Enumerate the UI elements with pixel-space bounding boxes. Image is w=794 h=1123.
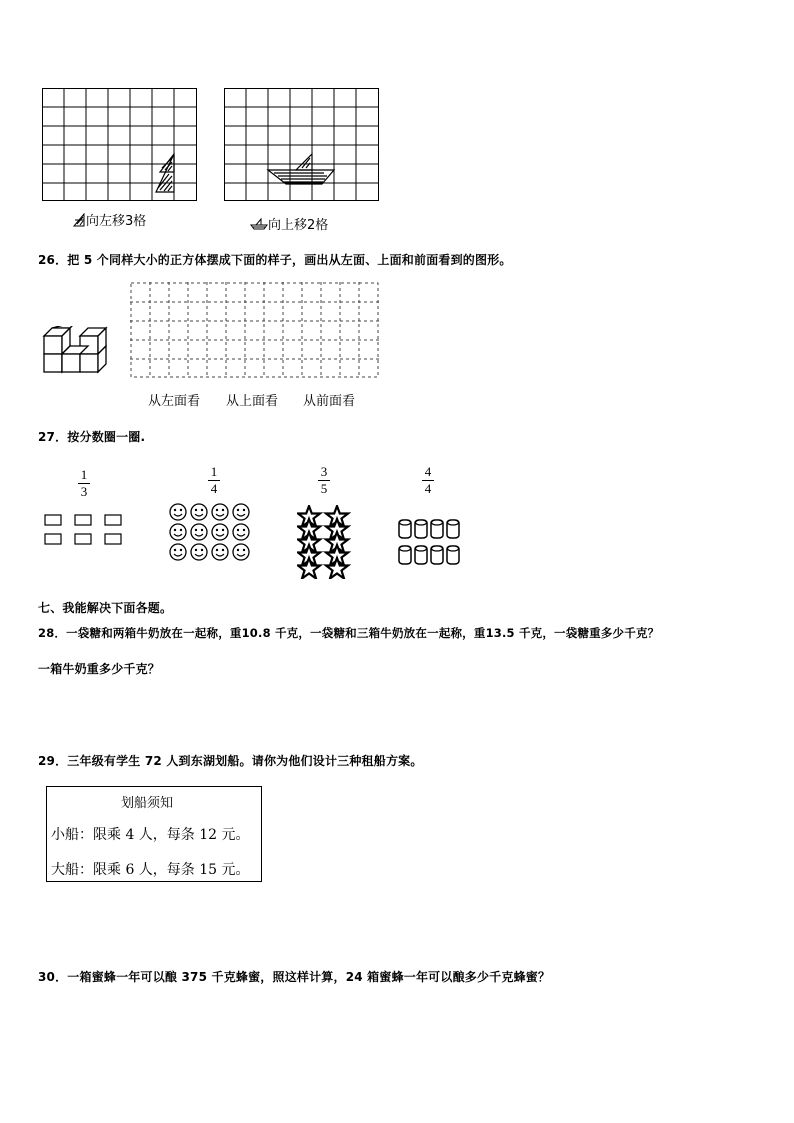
flag-shape xyxy=(156,154,174,192)
flag-icon xyxy=(72,213,86,231)
left-move-text: 向左移3格 xyxy=(86,214,147,229)
notice-large-boat: 大船：限乘 6 人，每条 15 元。 xyxy=(51,862,250,878)
q28-line1: 28．一袋糖和两箱牛奶放在一起称，重10.8 千克，一袋糖和三箱牛奶放在一起称，重13.5 千克，一袋糖重多少千克？ xyxy=(38,626,660,640)
q29-text: 29．三年级有学生 72 人到东湖划船。请你为他们设计三种租船方案。 xyxy=(38,754,423,768)
fraction-4: 4 4 xyxy=(418,465,438,496)
translation-grid-left xyxy=(42,88,198,202)
notice-title: 划船须知 xyxy=(121,796,174,811)
left-move-caption xyxy=(72,210,146,231)
view-label-front: 从前面看 xyxy=(303,394,356,409)
view-label-top: 从上面看 xyxy=(226,394,279,409)
cylinder-icon-group xyxy=(398,518,462,572)
right-move-text: 向上移2格 xyxy=(268,218,329,233)
fraction-1: 1 3 xyxy=(74,468,94,499)
section-title: 七、我能解决下面各题。 xyxy=(38,601,173,615)
translation-grid-right xyxy=(224,88,380,202)
cubes-figure xyxy=(42,326,114,384)
right-move-caption xyxy=(250,214,328,235)
smiley-face-icon-group xyxy=(168,502,252,568)
fraction-3: 3 5 xyxy=(314,465,334,496)
q26-text: 26．把 5 个同样大小的正方体摆成下面的样子，画出从左面、上面和前面看到的图形。 xyxy=(38,253,512,267)
fraction-2: 1 4 xyxy=(204,465,224,496)
star-icon-group xyxy=(297,505,351,583)
view-label-left: 从左面看 xyxy=(148,394,201,409)
q30-text: 30．一箱蜜蜂一年可以酿 375 千克蜂蜜，照这样计算，24 箱蜜蜂一年可以酿多少千克蜂蜜？ xyxy=(38,970,551,984)
notice-small-boat: 小船：限乘 4 人，每条 12 元。 xyxy=(51,827,250,843)
q27-text: 27．按分数圈一圈. xyxy=(38,430,146,444)
rectangle-icon-group xyxy=(44,514,124,552)
boat-icon xyxy=(250,217,268,235)
boat-shape xyxy=(268,154,334,184)
boat-rental-notice xyxy=(46,786,262,882)
dotted-drawing-grid xyxy=(130,282,380,383)
q28-line2: 一箱牛奶重多少千克？ xyxy=(38,662,161,676)
